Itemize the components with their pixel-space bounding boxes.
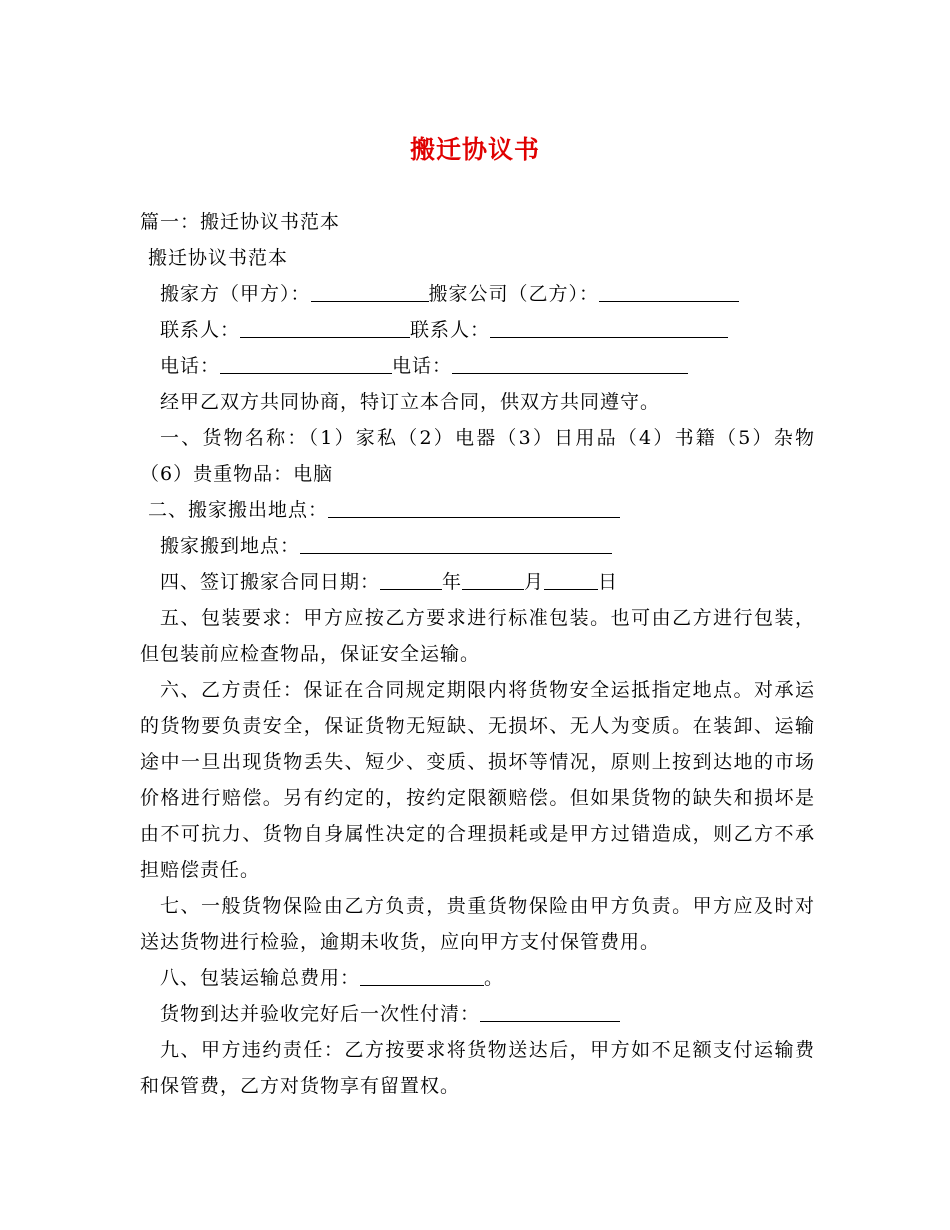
clause-4 (140, 564, 815, 600)
section-subheading: 搬迁协议书范本 (148, 247, 289, 269)
phone-a-label: 电话： (160, 355, 221, 377)
year-label: 年 (442, 571, 463, 593)
year-blank[interactable] (380, 569, 442, 590)
clause-5: 五、包装要求：甲方应按乙方要求进行标准包装。也可由乙方进行包装，但包装前应检查物品，保证安全运输。 (140, 607, 815, 665)
section-heading: 篇一：搬迁协议书范本 (140, 211, 341, 233)
clause-2-to (140, 528, 815, 564)
document-body (140, 204, 815, 1104)
document-title: 搬迁协议书 (409, 135, 540, 164)
phone-line (140, 348, 815, 384)
contact-line (140, 312, 815, 348)
party-a-label: 搬家方（甲方）： (160, 283, 311, 305)
total-fee-end: 。 (484, 967, 505, 989)
from-blank[interactable] (328, 497, 620, 518)
clause-7: 七、一般货物保险由乙方负责，贵重货物保险由甲方负责。甲方应及时对送达货物进行检验，逾期未收货，应向甲方支付保管费用。 (140, 895, 815, 953)
phone-b-blank[interactable] (452, 353, 688, 374)
from-label: 二、搬家搬出地点： (148, 499, 329, 521)
date-label: 四、签订搬家合同日期： (160, 571, 381, 593)
total-fee-label: 八、包装运输总费用： (160, 967, 361, 989)
payment-blank[interactable] (480, 1001, 620, 1022)
contact-b-label: 联系人： (410, 319, 491, 341)
clause-2-from (140, 492, 815, 528)
phone-a-blank[interactable] (220, 353, 392, 374)
clause-1: 一、货物名称：（1）家私（2）电器（3）日用品（4）书籍（5）杂物（6）贵重物品：电脑 (140, 427, 815, 485)
intro-paragraph: 经甲乙双方共同协商，特订立本合同，供双方共同遵守。 (160, 391, 661, 413)
party-b-label: 搬家公司（乙方）： (428, 283, 600, 305)
month-blank[interactable] (462, 569, 524, 590)
to-label: 搬家搬到地点： (160, 535, 301, 557)
contact-a-blank[interactable] (240, 317, 410, 338)
party-b-blank[interactable] (599, 281, 739, 302)
contact-b-blank[interactable] (490, 317, 728, 338)
clause-8 (140, 960, 815, 996)
party-line (140, 276, 815, 312)
clause-9: 九、甲方违约责任：乙方按要求将货物送达后，甲方如不足额支付运输费和保管费，乙方对货物享有留置权。 (140, 1039, 815, 1097)
party-a-blank[interactable] (311, 281, 429, 302)
to-blank[interactable] (300, 533, 612, 554)
contact-a-label: 联系人： (160, 319, 241, 341)
day-blank[interactable] (544, 569, 598, 590)
payment-label: 货物到达并验收完好后一次性付清： (160, 1003, 481, 1025)
phone-b-label: 电话： (392, 355, 453, 377)
payment-line (140, 996, 815, 1032)
clause-6: 六、乙方责任：保证在合同规定期限内将货物安全运抵指定地点。对承运的货物要负责安全，保证货物无短缺、无损坏、无人为变质。在装卸、运输途中一旦出现货物丢失、短少、变质、损坏等情况，原则上按到达地的市场价格进行赔偿。另有约定的，按约定限额赔偿。但如果货物的缺失和损坏是由不可抗力、货物自身属性决定的合理损耗或是甲方过错造成，则乙方不承担赔偿责任。 (140, 679, 815, 881)
month-label: 月 (524, 571, 545, 593)
total-fee-blank[interactable] (360, 965, 484, 986)
day-label: 日 (598, 571, 619, 593)
